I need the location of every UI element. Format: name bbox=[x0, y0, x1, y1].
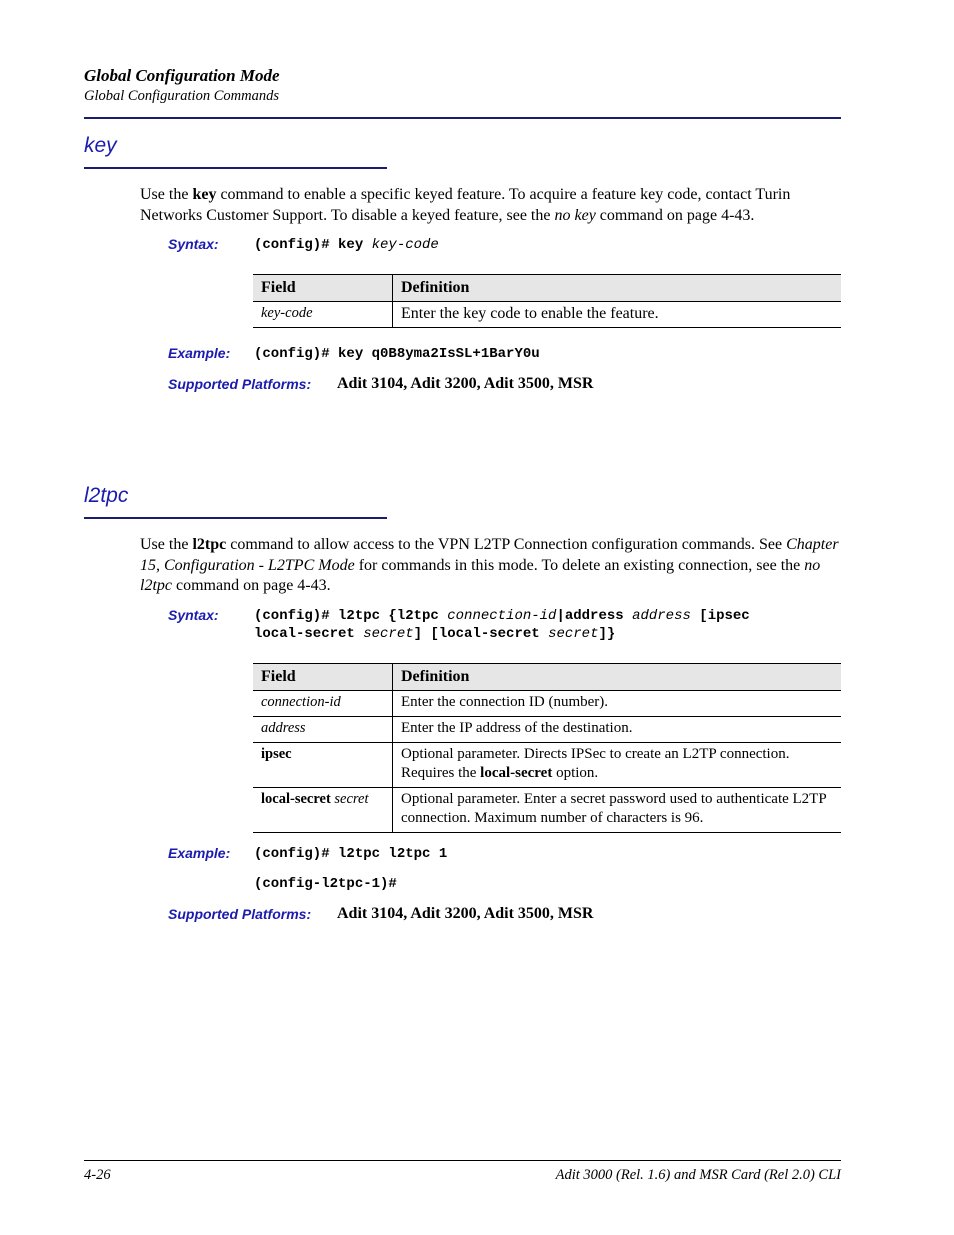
key-field-table bbox=[253, 274, 841, 328]
table-header-definition: Definition bbox=[393, 664, 842, 691]
document-title: Adit 3000 (Rel. 1.6) and MSR Card (Rel 2.0) CLI bbox=[555, 1167, 841, 1183]
l2tpc-syntax-label: Syntax: bbox=[168, 607, 219, 623]
l2tpc-platforms-label: Supported Platforms: bbox=[168, 906, 312, 922]
key-description: Use the key command to enable a specific keyed feature. To acquire a feature key code, contact Turin Networks Customer Support. To disable a keyed feature, see the no key command on page 4-43. bbox=[140, 186, 791, 224]
running-header-title: Global Configuration Mode bbox=[84, 66, 280, 85]
section-title-l2tpc: l2tpc bbox=[84, 484, 129, 507]
field-definition: Enter the key code to enable the feature. bbox=[393, 302, 842, 328]
table-header-field: Field bbox=[253, 275, 393, 302]
table-header-row bbox=[253, 275, 841, 302]
l2tpc-example-command: (config)# l2tpc l2tpc 1 bbox=[254, 846, 448, 862]
table-row bbox=[253, 302, 841, 328]
section-rule-l2tpc bbox=[84, 517, 387, 519]
field-definition: Enter the IP address of the destination. bbox=[393, 717, 842, 743]
table-row bbox=[253, 717, 841, 743]
field-name: local-secret secret bbox=[253, 788, 393, 833]
key-platforms-list: Adit 3104, Adit 3200, Adit 3500, MSR bbox=[337, 375, 594, 392]
field-definition: Enter the connection ID (number). bbox=[393, 691, 842, 717]
running-header-subtitle: Global Configuration Commands bbox=[84, 88, 279, 104]
table-row bbox=[253, 743, 841, 788]
l2tpc-syntax-line-1: (config)# l2tpc {l2tpc connection-id|address address [ipsec bbox=[254, 608, 750, 624]
field-name: key-code bbox=[261, 305, 313, 321]
field-name: address bbox=[261, 720, 306, 736]
field-definition: Optional parameter. Enter a secret password used to authenticate L2TP connection. Maximum number of characters is 96. bbox=[393, 788, 842, 833]
key-syntax-command: (config)# key key-code bbox=[254, 237, 439, 253]
field-name: ipsec bbox=[261, 746, 292, 762]
l2tpc-example-label: Example: bbox=[168, 845, 231, 861]
field-definition: Optional parameter. Directs IPSec to create an L2TP connection. Requires the local-secret option. bbox=[393, 743, 842, 788]
header-rule bbox=[84, 117, 841, 119]
table-header-field: Field bbox=[253, 664, 393, 691]
l2tpc-example-prompt: (config-l2tpc-1)# bbox=[254, 876, 397, 892]
section-title-key: key bbox=[84, 134, 117, 157]
page-number: 4-26 bbox=[84, 1167, 111, 1183]
table-header-row bbox=[253, 664, 841, 691]
key-example-command: (config)# key q0B8yma2IsSL+1BarY0u bbox=[254, 346, 540, 362]
field-name: connection-id bbox=[261, 694, 341, 710]
table-row bbox=[253, 691, 841, 717]
key-example-label: Example: bbox=[168, 345, 231, 361]
key-syntax-label: Syntax: bbox=[168, 236, 219, 252]
table-header-definition: Definition bbox=[393, 275, 842, 302]
footer-rule bbox=[84, 1160, 841, 1161]
section-rule-key bbox=[84, 167, 387, 169]
l2tpc-platforms-list: Adit 3104, Adit 3200, Adit 3500, MSR bbox=[337, 905, 594, 922]
l2tpc-syntax-line-2: local-secret secret] [local-secret secret]} bbox=[254, 626, 616, 642]
l2tpc-description: Use the l2tpc command to allow access to the VPN L2TP Connection configuration commands. See Chapter 15, Configuration - L2TPC Mode for commands in this mode. To delete an existing connection, see the no l2tpc command on page 4-43. bbox=[140, 536, 839, 594]
table-row bbox=[253, 788, 841, 833]
key-platforms-label: Supported Platforms: bbox=[168, 376, 312, 392]
l2tpc-field-table bbox=[253, 663, 841, 833]
